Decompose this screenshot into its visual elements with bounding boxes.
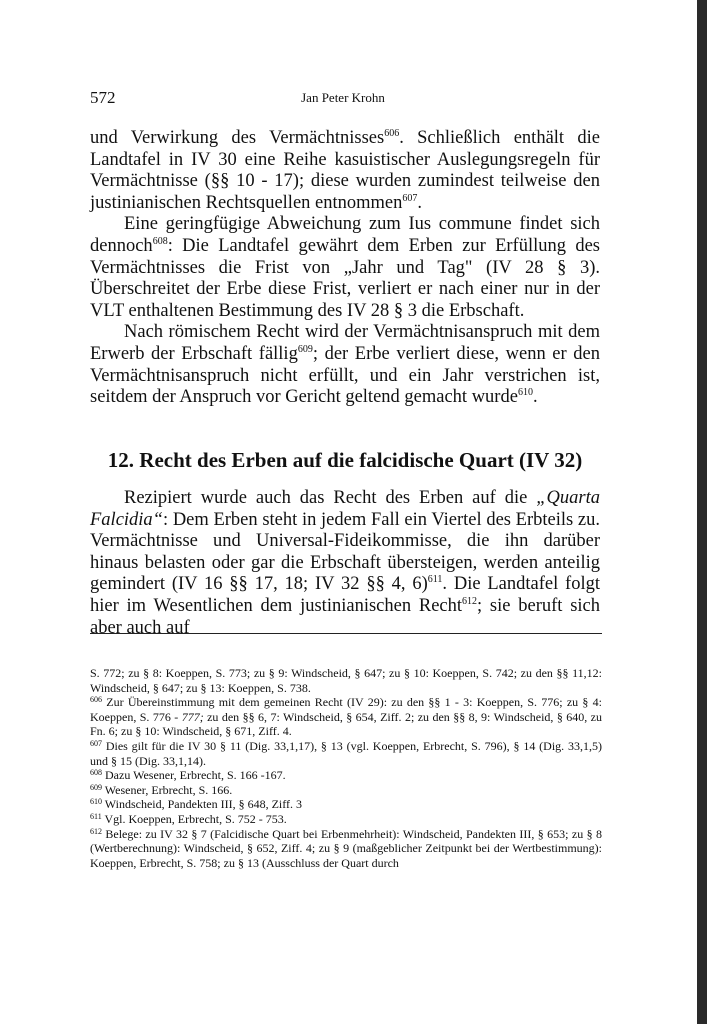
- footnote-ref-609[interactable]: 609: [297, 343, 313, 355]
- text: . Schließlich enthält die Landtafel in IV 30 eine Reihe kasuistischer Auslegungsregeln für Vermächtnisse (§§ 10 - 17); diese wurden zumindest teilweise den justinianischen Rechtsquellen entnommen: [90, 128, 600, 213]
- text: Dies gilt für die IV 30 § 11 (Dig. 33,1,17), § 13 (vgl. Koeppen, Erbrecht, S. 796), § 14 (Dig. 33,1,5) und § 15 (Dig. 33,1,14).: [90, 738, 602, 768]
- page-number: 572: [90, 88, 116, 107]
- text: ; sie beruft sich aber auch auf: [90, 595, 600, 638]
- text: zu den §§ 6, 7: Windscheid, § 654, Ziff. 2; zu den §§ 8, 9: Windscheid, § 640, zu Fn. 6; zu § 10: Windscheid, § 671, Ziff. 4.: [90, 709, 603, 739]
- text: . Die Landtafel folgt hier im Wesentlichen dem justinianischen Recht: [90, 574, 600, 616]
- footnote-number: 609: [90, 782, 102, 792]
- quarta-falcidia-quote: „Quarta Falcidia“: [90, 488, 600, 530]
- text: Nach römischem Recht wird der Vermächtnisanspruch mit dem Erwerb der Erbschaft fällig: [90, 322, 600, 364]
- footnote-continuation: S. 772; zu § 8: Koeppen, S. 773; zu § 9: Windscheid, § 647; zu § 10: Koeppen, S. 742; zu den §§ 11,12: Windscheid, § 647; zu § 13: Koeppen, S. 738.: [90, 666, 602, 695]
- footnotes: [90, 666, 602, 870]
- paragraph-4: [90, 488, 600, 639]
- footnote-number: 606: [90, 695, 102, 705]
- text: : Die Landtafel gewährt dem Erben zur Erfüllung des Vermächtnisses die Frist von „Jahr und Tag" (IV 28 § 3). Überschreitet der Erbe diese Frist, verliert er nach einer nur in der VLT enthaltenen Bestimmung des IV 28 § 3 die Erbschaft.: [90, 235, 600, 321]
- scan-border: [697, 0, 707, 1024]
- text: Vgl. Koeppen, Erbrecht, S. 752 - 753.: [101, 811, 287, 826]
- footnote-number: 612: [90, 826, 102, 836]
- footnote-611: [90, 812, 602, 827]
- footnote-ref-608[interactable]: 608: [152, 235, 168, 247]
- footnote-ref-607[interactable]: 607: [402, 192, 418, 204]
- paragraph-2: [90, 214, 600, 322]
- running-head: Jan Peter Krohn: [301, 90, 385, 105]
- body-text-top: [90, 128, 600, 409]
- footnote-ref-606[interactable]: 606: [384, 128, 400, 139]
- footnote-separator: [90, 633, 602, 634]
- text: Belege: zu IV 32 § 7 (Falcidische Quart bei Erbenmehrheit): Windscheid, Pandekten III, § 653; zu § 8 (Wertberechnung): Windscheid, § 652, Ziff. 4; zu § 9 (maßgeblicher Zeitpunkt bei der Wertbestimmung): Koeppen, Erbrecht, S. 758; zu § 13 (Ausschluss der Quart durch: [90, 826, 602, 870]
- footnote-number: 611: [90, 811, 102, 821]
- text: : Dem Erben steht in jedem Fall ein Viertel des Erbteils zu. Vermächtnisse und Universal-Fideikommisse, die ihn darüber hinaus belasten oder gar die Erbschaft übersteigen, werden anteilig gemindert (IV 16 §§ 17, 18; IV 32 §§ 4, 6): [90, 509, 600, 595]
- text: Zur Übereinstimmung mit dem gemeinen Recht (IV 29): zu den §§ 1 - 3: Koeppen, S. 776; zu § 4: Koeppen, S. 776 -: [90, 695, 602, 724]
- footnote-608: [90, 768, 602, 783]
- footnote-ref-610[interactable]: 610: [517, 387, 533, 399]
- footnote-ref-611[interactable]: 611: [427, 574, 443, 586]
- text: Windscheid, Pandekten III, § 648, Ziff. 3: [102, 797, 303, 812]
- section-heading: 12. Recht des Erben auf die falcidische Quart (IV 32): [107, 448, 583, 472]
- text: Rezipiert wurde auch das Recht des Erben auf die: [124, 488, 537, 508]
- footnote-606: [90, 695, 602, 739]
- text: Dazu Wesener, Erbrecht, S. 166 -167.: [102, 768, 286, 783]
- text: .: [417, 192, 423, 213]
- footnote-number: 608: [90, 768, 102, 778]
- page-header: [90, 88, 596, 112]
- paragraph-3: [90, 322, 600, 408]
- footnote-609: [90, 783, 602, 798]
- body-text-bottom: [90, 488, 600, 639]
- text: Wesener, Erbrecht, S. 166.: [102, 782, 233, 797]
- text: 777;: [181, 709, 204, 724]
- footnote-number: 607: [90, 738, 102, 748]
- footnote-607: [90, 739, 602, 768]
- text: ; der Erbe verliert diese, wenn er den Vermächtnisanspruch nicht erfüllt, und ein Jahr verstrichen ist, seitdem der Anspruch vor Gericht geltend gemacht wurde: [90, 343, 600, 408]
- footnote-number: 610: [90, 797, 102, 807]
- text: und Verwirkung des Vermächtnisses: [90, 128, 385, 148]
- footnote-ref-612[interactable]: 612: [462, 595, 478, 607]
- paragraph-1: [90, 128, 600, 214]
- text: Eine geringfügige Abweichung zum Ius commune findet sich dennoch: [90, 214, 600, 256]
- footnote-612: [90, 827, 602, 871]
- text: .: [532, 387, 538, 408]
- footnote-610: [90, 797, 602, 812]
